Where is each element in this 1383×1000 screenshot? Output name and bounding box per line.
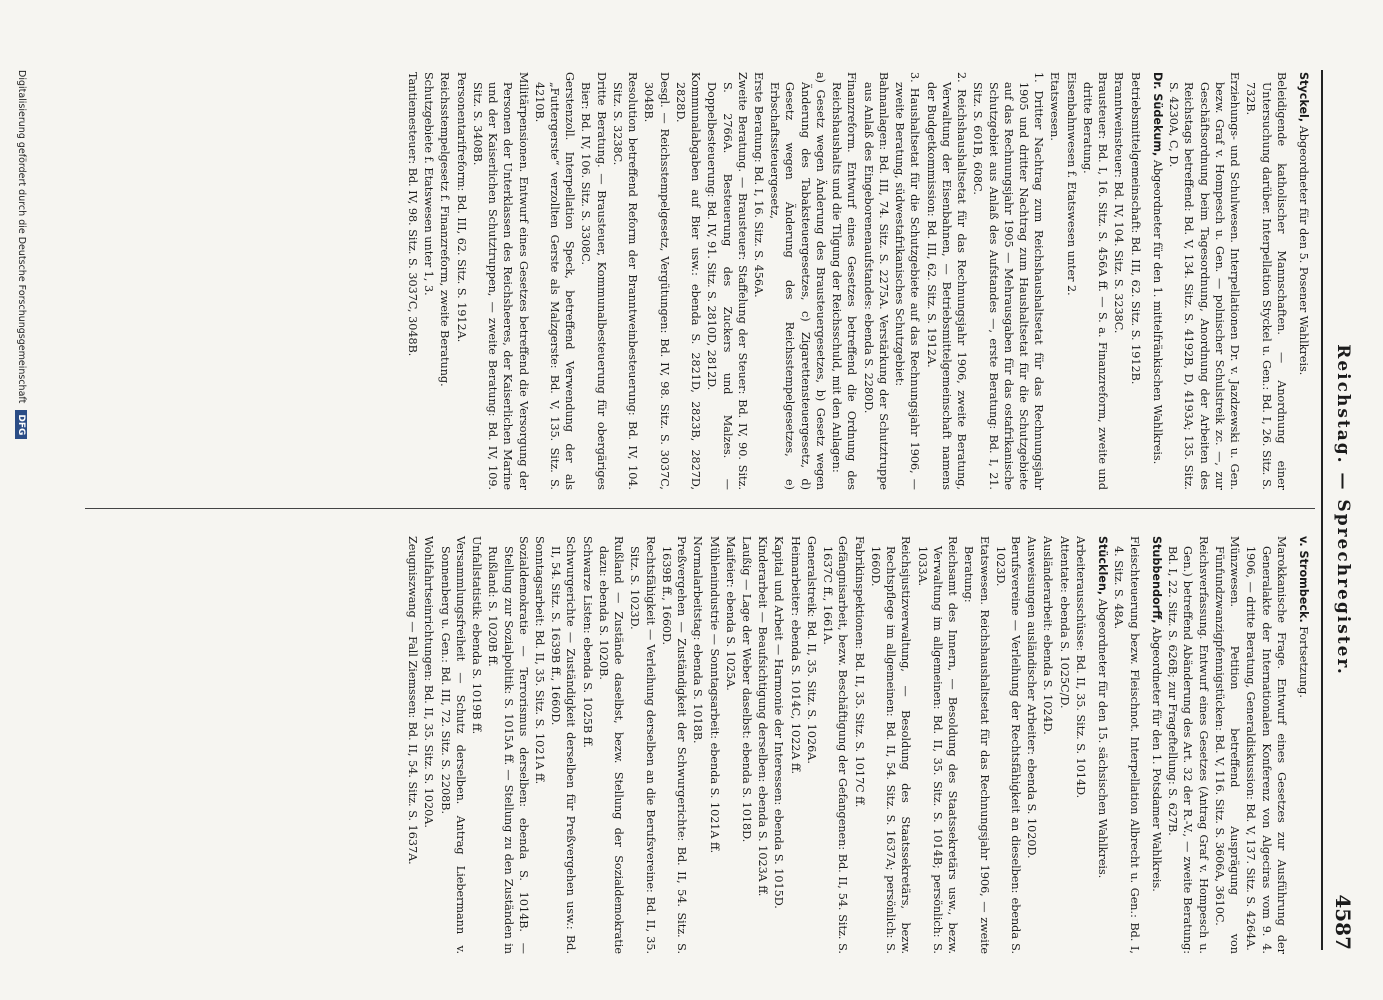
- entry-text: Abgeordneter für den 15. sächsischen Wahlkreis.: [1096, 598, 1110, 879]
- register-entry: [596, 536, 626, 954]
- entry-text: Zweite Beratung. — Brausteuer: Staffelung der Steuer: Bd. IV, 90. Sitz. S. 2766A. Besteuerung des Zuckers und Malzes. — Doppelbesteuerung: Bd. IV, 91. Sitz. S. 2810D, 2812D.: [705, 72, 749, 490]
- entry-text: Schwurgerichte — Zuständigkeit derselben für Preßvergehen usw.: Bd. II, 54. Sitz. S. 1639B ff., 1660D.: [549, 536, 578, 954]
- register-entry: [804, 536, 819, 954]
- register-entry: [751, 72, 766, 490]
- register-entry: [1212, 536, 1242, 954]
- entry-text: Normalarbeitstag: ebenda S. 1018B.: [691, 536, 705, 744]
- register-entry: [1063, 72, 1078, 490]
- entry-text: 1. Dritter Nachtrag zum Reichshaushaltsetat für das Rechnungsjahr 1905 und dritter Nachtrag zum Haushaltsetat für die Schutzgebiete auf das Rechnungsjahr 1905 — Mehrausgaben für das ostafrikanische Schutzgebiet aus Anlaß des Aufstandes —, erste Beratung: Bd. I, 21. Sitz. S. 601B, 608C.: [971, 72, 1046, 490]
- entry-text: Attentate: ebenda S. 1025C/D.: [1057, 536, 1071, 709]
- entry-text: Bahnanlagen: Bd. III, 74. Sitz. S. 2275A. Verstärkung der Schutztruppe aus Anlaß des Eingeborenenaufstandes: ebenda S. 2280D.: [861, 72, 890, 490]
- register-entry: [1165, 536, 1211, 954]
- entry-text: Brausteuer: Bd. I, 16. Sitz. S. 456A ff. — S. a. Finanzreform, zweite und dritte Beratung.: [1080, 72, 1110, 490]
- speaker-name: Styckel,: [1297, 72, 1310, 123]
- entry-text: 2. Reichshaushaltsetat für das Rechnungsjahr 1906, zweite Beratung, Verwaltung der Eisenbahnen, — Betriebsmittelgemeinschaft namens der Budgetkommission: Bd. III, 62. Sitz. S. 1912A.: [924, 72, 969, 490]
- register-entry: [453, 72, 468, 490]
- entry-text: Abgeordneter für den 1. Potsdamer Wahlkreis.: [1149, 627, 1163, 892]
- entry-text: Rußland — Zustände daselbst, bezw. Stellung der Sozialdemokratie dazu: ebenda S. 1020B.: [596, 536, 626, 954]
- register-entry: [914, 536, 960, 954]
- register-entry: [1111, 72, 1126, 490]
- register-entry: [851, 536, 866, 954]
- digitization-credit: [15, 70, 27, 950]
- register-entry: [1040, 536, 1055, 954]
- entry-text: Unfallstatistik: ebenda S. 1019B ff.: [470, 536, 484, 735]
- register-entry: [767, 72, 828, 490]
- entry-text: Fleischteuerung bezw. Fleischnot. Interpellation Albrecht u. Gen.: Bd. I, 4. Sitz. S. 48A.: [1112, 536, 1141, 954]
- register-entry: [868, 536, 914, 954]
- register-entry: [771, 536, 786, 954]
- register-entry: [421, 536, 436, 954]
- register-entry: [485, 536, 531, 954]
- entry-text: Etatswesen. Reichshaushaltsetat für das Rechnungsjahr 1906, — zweite Beratung:: [962, 536, 991, 954]
- entry-text: Tantiemesteuer: Bd. IV, 98. Sitz. S. 3037C, 3048B.: [405, 72, 419, 357]
- entry-text: Wohlfahrtseinrichtungen: Bd. II, 35. Sitz. S. 1020A.: [422, 536, 436, 828]
- register-entry: [1024, 536, 1039, 954]
- entry-text: Erste Beratung: Bd. I, 16. Sitz. S. 456A.: [752, 72, 766, 298]
- entry-text: Maifeier: ebenda S. 1025A.: [723, 536, 737, 691]
- entry-text: Versammlungsfreiheit — Schutz derselben. Antrag Liebermann v. Sonnenberg u. Gen.: Bd. III, 72. Sitz. S. 2208B.: [438, 536, 467, 954]
- entry-text: Sonntagsarbeit: Bd. II, 35. Sitz. S. 1021A ff.: [532, 536, 546, 785]
- entry-text: Reichsstempelgesetz f. Finanzreform, zweite Beratung.: [438, 72, 452, 387]
- entry-text: Etatswesen.: [1048, 72, 1062, 141]
- entry-text: Personentarifreform: Bd. III, 62. Sitz. S. 1912A.: [454, 72, 468, 343]
- entry-text: a) Gesetz wegen Änderung des Brausteuergesetzes, b) Gesetz wegen Änderung des Tabaksteuergesetzes, c) Zigarettensteuergesetz, d) Gesetz wegen Änderung des Reichsstempelgesetzes, e) Erbschaftssteuergesetz,: [768, 72, 827, 490]
- entry-text: Reichsjustizverwaltung, — Besoldung des Staatssekretärs, bezw. Rechtspflege im allgemeinen: Bd. II, 54. Sitz. S. 1637A; persönlich: S. 1660D.: [868, 536, 913, 954]
- column-right: [404, 72, 1311, 490]
- entry-text: 3. Haushaltsetat für die Schutzgebiete auf das Rechnungsjahr 1906, — zweite Beratung, südwestafrikanisches Schutzgebiet:: [893, 72, 922, 490]
- register-entry: [1166, 72, 1242, 490]
- entry-text: Sozialdemokratie — Terrorismus derselben: ebenda S. 1014B. — Stellung zur Sozialpolitik: S. 1015A ff. — Stellung zu den Zuständen in Rußland: S. 1020B ff.: [486, 536, 530, 954]
- running-title: Reichstag. — Sprechregister.: [1333, 344, 1353, 676]
- entry-text: Schutzgebiete f. Etatswesen unter 1, 3.: [422, 72, 436, 296]
- speaker-name: Stücklen,: [1096, 536, 1110, 596]
- register-entry: [829, 72, 859, 490]
- speaker-name: v. Strombeck.: [1297, 536, 1310, 623]
- entry-text: Eisenbahnwesen f. Etatswesen unter 2.: [1064, 72, 1078, 296]
- register-entry: [1073, 536, 1088, 954]
- entry-text: Rechtsfähigkeit — Verleihung derselben an die Berufsvereine: Bd. II, 35. Sitz. S. 1023D.: [628, 536, 657, 954]
- register-entry: [1080, 72, 1110, 490]
- entry-text: Desgl. — Reichsstempelgesetz, Vergütungen: Bd. IV, 98. Sitz. S. 3037C, 3048B.: [642, 72, 671, 490]
- register-entry: [1047, 72, 1062, 490]
- entry-text: Mühlenindustrie — Sonntagsarbeit: ebenda S. 1021A ff.: [707, 536, 721, 854]
- register-entry: [723, 536, 738, 954]
- register-entry: [1243, 536, 1289, 954]
- entry-text: Fabrikinspektionen: Bd. II, 35. Sitz. S. 1017C ff.: [852, 536, 866, 808]
- register-entry: [1095, 536, 1110, 954]
- entry-text: Kapital und Arbeit — Harmonie der Interessen: ebenda S. 1015D.: [772, 536, 786, 909]
- credit-text: Digitalisierung gefördert durch die Deutsche Forschungsgemeinschaft: [16, 70, 27, 404]
- entry-text: Schwarze Listen: ebenda S. 1025B ff.: [580, 536, 594, 748]
- speaker-name: Dr. Südekum,: [1150, 72, 1164, 157]
- entry-text: Abgeordneter für den 5. Posener Wahlkreis.: [1297, 125, 1310, 376]
- entry-text: Arbeiterausschüsse: Bd. II, 35. Sitz. S. 1014D.: [1073, 536, 1087, 799]
- entry-text: Branntweinsteuer: Bd. IV, 104. Sitz. S. 3238C.: [1112, 72, 1126, 334]
- dfg-logo: DFG: [15, 410, 27, 439]
- register-entry: [1127, 72, 1142, 490]
- register-entry: [470, 72, 531, 490]
- entry-text: Militärpensionen. Entwurf eines Gesetzes betreffend die Versorgung der Personen der Unterklassen des Reichsheeres, der Kaiserlichen Marine und der Kaiserlichen Schutztruppen, — zweite Beratung: Bd. IV, 109. Sitz. S. 3408B.: [470, 72, 530, 490]
- register-entry: [641, 72, 671, 490]
- register-entry: [1296, 72, 1311, 490]
- register-entry: [437, 536, 467, 954]
- register-entry: [1111, 536, 1141, 954]
- register-entry: [706, 536, 721, 954]
- register-entry: [1149, 536, 1164, 954]
- register-entry: [405, 536, 420, 954]
- page-header: [1323, 70, 1357, 950]
- register-entry: [860, 72, 890, 490]
- register-entry: [788, 536, 803, 954]
- register-entry: [421, 72, 436, 490]
- register-entry: [970, 72, 1046, 490]
- entry-text: Münzwesen. Petition betreffend Ausprägung von Fünfundzwanzigpfennigstücken: Bd. V, 116. Sitz. S. 3606A, 3610C.: [1212, 536, 1242, 954]
- entry-text: Betriebsmittelgemeinschaft: Bd. III, 62. Sitz. S. 1912B.: [1128, 72, 1142, 385]
- register-entry: [923, 72, 969, 490]
- entry-text: Reichsverfassung. Entwurf eines Gesetzes (Antrag Graf v. Hompesch u. Gen.) betreffend Abänderung des Art. 32 der R.-V., — zweite Beratung: Bd. I, 22. Sitz. S. 626B; zur Frageftellung: S. 627B.: [1166, 536, 1210, 954]
- entry-text: Berufsvereine — Verleihung der Rechtsfähigkeit an dieselben: ebenda S. 1023D.: [993, 536, 1023, 954]
- register-entry: [993, 536, 1023, 954]
- entry-text: Heimarbeiter: ebenda S. 1014C, 1022A ff.: [788, 536, 802, 775]
- register-entry: [578, 72, 608, 490]
- register-entry: [610, 72, 640, 490]
- entry-text: Generalstreik: Bd. II, 35. Sitz. S. 1026A.: [804, 536, 818, 764]
- register-entry: [755, 536, 770, 954]
- register-entry: [405, 72, 420, 490]
- register-entry: [579, 536, 594, 954]
- register-entry: [961, 536, 991, 954]
- entry-text: Marokkanische Frage. Entwurf eines Gesetzes zur Ausführung der Generalakte der Internationalen Konferenz von Algeciras vom 9. 4. 1906, — dritte Beratung, Generaldiskussion: Bd. V, 137. Sitz. S. 4264A.: [1244, 536, 1288, 954]
- header-rule: [1321, 70, 1323, 950]
- register-entry: [532, 72, 578, 490]
- register-entry: [659, 536, 689, 954]
- register-entry: [704, 72, 750, 490]
- entry-text: Erziehungs- und Schulwesen. Interpellationen Dr. v. Jazdzewski u. Gen. bezw. Graf v. Hompesch u. Gen. — polnischer Schulstreik zc. —, zur Geschäftsordnung beim Tagesordnung, Anordnung der Arbeiten des Reichstags betreffend: Bd. V, 134. Sitz. S. 4192B, D, 4193A; 135. Sitz. S. 4230A, C, D.: [1167, 72, 1242, 490]
- register-entry: [1243, 72, 1289, 490]
- entry-text: Gefängnisarbeit, bezw. Beschäftigung der Gefangenen: Bd. II, 54. Sitz. S. 1637C ff., 1661A.: [821, 536, 850, 954]
- register-entry: [469, 536, 484, 954]
- register-entry: [673, 72, 703, 490]
- register-entry: [532, 536, 547, 954]
- entry-text: Reichsamt des Innern, — Besoldung des Staatssekretärs usw., bezw. Verwaltung im allgemeinen: Bd. II, 35. Sitz. S. 1014B; persönlich: S. 1033A.: [915, 536, 960, 954]
- register-entry: [1150, 72, 1165, 490]
- entry-text: Resolution betreffend Reform der Branntweinbesteuerung: Bd. IV, 104. Sitz. S. 3238C.: [610, 72, 640, 490]
- speaker-name: Stubbendorff,: [1149, 536, 1163, 624]
- register-entry: [820, 536, 850, 954]
- entry-text: Laußig — Lage der Weber daselbst: ebenda S. 1018D.: [740, 536, 754, 843]
- register-entry: [627, 536, 657, 954]
- entry-text: Fortsetzung.: [1297, 626, 1310, 698]
- register-entry: [739, 536, 754, 954]
- entry-text: Zeugniszwang — Fall Ziemssen: Bd. II, 54. Sitz. S. 1637A.: [406, 536, 420, 865]
- register-entry: [548, 536, 578, 954]
- entry-text: Gerstenzoll. Interpellation Speck, betreffend Verwendung der als „Futtergerste“ verzollten Gerste als Malzgerste: Bd. V, 135. Sitz. S. 4210B.: [532, 72, 577, 490]
- register-entry: [437, 72, 452, 490]
- page-number: 4587: [1331, 894, 1355, 950]
- register-entry: [1296, 536, 1311, 954]
- entry-text: Abgeordneter für den 1. mittelfränkischen Wahlkreis.: [1150, 159, 1164, 465]
- entry-text: Beleidigende katholischer Mannschaften. — Anordnung einer Untersuchung darüber. Interpellation Styckel u. Gen.: Bd. I, 26. Sitz. S. 732B.: [1244, 72, 1288, 490]
- entry-text: Kinderarbeit — Beaufsichtigung derselben: ebenda S. 1023A ff.: [756, 536, 770, 897]
- entry-text: Ausweisungen ausländischer Arbeiter: ebenda S. 1020D.: [1025, 536, 1039, 859]
- entry-text: Preßvergehen — Zuständigkeit der Schwurgerichte: Bd. II, 54. Sitz. S. 1639B ff., 1660D.: [659, 536, 689, 954]
- register-entry: [690, 536, 705, 954]
- entry-text: Ausländerarbeit: ebenda S. 1024D.: [1041, 536, 1055, 735]
- entry-text: Finanzreform. Entwurf eines Gesetzes betreffend die Ordnung des Reichshaushalts und die Tilgung der Reichsschuld, mit den Anlagen:: [830, 72, 859, 490]
- entry-text: Kommunalabgaben auf Bier usw.: ebenda S. 2821D, 2823B, 2827D, 2828D.: [673, 72, 703, 490]
- entry-text: Dritte Beratung. — Brausteuer, Kommunalbesteuerung für obergäriges Bier: Bd. IV, 106. Sitz. S. 3308C.: [579, 72, 608, 490]
- register-entry: [1056, 536, 1071, 954]
- register-entry: [892, 72, 922, 490]
- column-left: [404, 536, 1311, 954]
- column-divider: [85, 508, 1315, 509]
